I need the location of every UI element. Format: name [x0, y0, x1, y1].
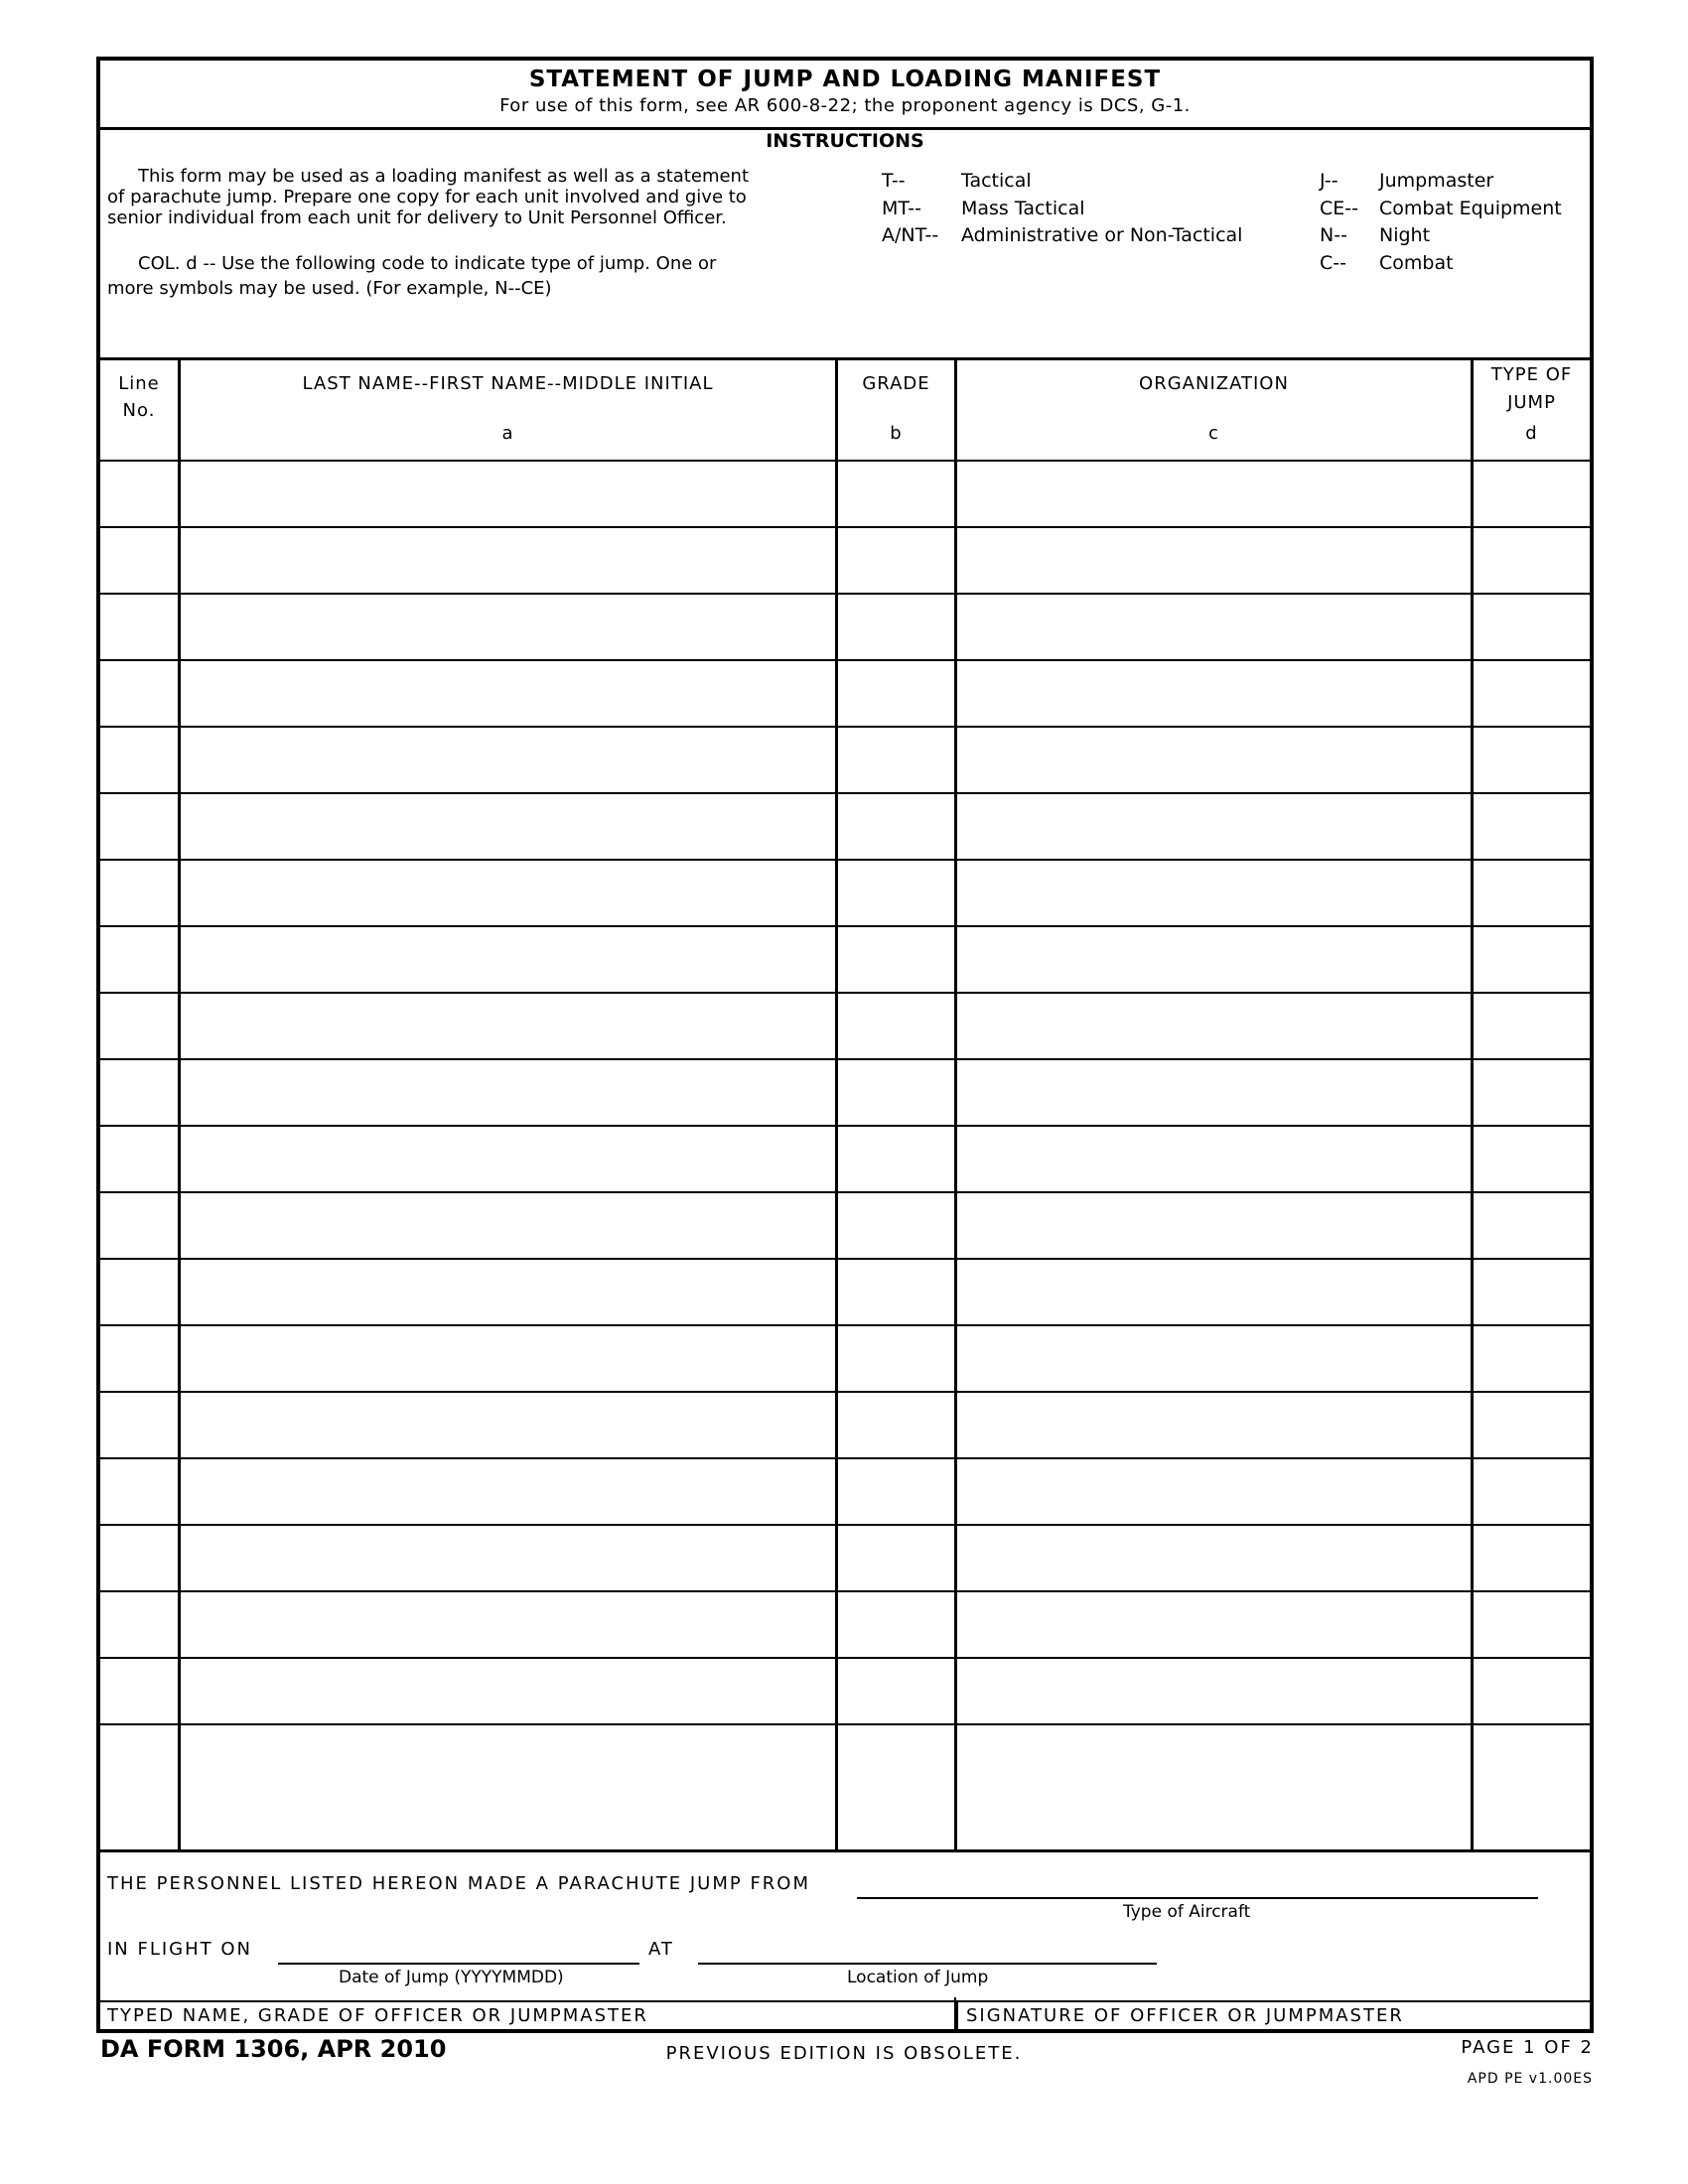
instructions-paragraph-2	[107, 251, 716, 301]
page-number: PAGE 1 OF 2	[1461, 2037, 1594, 2058]
grade-cell[interactable]	[838, 861, 954, 925]
grade-cell[interactable]	[838, 927, 954, 992]
organization-cell[interactable]	[957, 1659, 1471, 1723]
line-number-cell[interactable]	[100, 1260, 178, 1324]
header-text: Line	[118, 373, 160, 394]
code-meaning: Night	[1379, 224, 1431, 246]
header-letter: b	[890, 423, 903, 444]
organization-cell[interactable]	[957, 728, 1471, 792]
table-row	[100, 1191, 1590, 1258]
name-cell[interactable]	[181, 528, 835, 593]
table-row	[100, 1391, 1590, 1457]
line-number-cell[interactable]	[100, 1060, 178, 1125]
line-number-cell[interactable]	[100, 595, 178, 659]
grade-cell[interactable]	[838, 1260, 954, 1324]
table-row	[100, 1590, 1590, 1657]
organization-cell[interactable]	[957, 595, 1471, 659]
grade-cell[interactable]	[838, 994, 954, 1058]
table-row	[100, 1657, 1590, 1723]
table-row	[100, 1324, 1590, 1391]
type-of-jump-cell[interactable]	[1474, 728, 1590, 792]
location-caption: Location of Jump	[847, 1968, 989, 1987]
line-number-cell[interactable]	[100, 1459, 178, 1524]
form-frame	[96, 57, 1594, 2033]
table-row	[100, 659, 1590, 726]
line-number-cell[interactable]	[100, 794, 178, 859]
form-subtitle: For use of this form, see AR 600-8-22; the proponent agency is DCS, G-1.	[499, 95, 1191, 116]
header-text: ORGANIZATION	[1139, 373, 1289, 394]
line-number-cell[interactable]	[100, 1393, 178, 1457]
organization-cell[interactable]	[957, 794, 1471, 859]
name-cell[interactable]	[181, 595, 835, 659]
organization-cell[interactable]	[957, 1526, 1471, 1590]
code-label: T--	[882, 170, 906, 192]
grade-cell[interactable]	[838, 528, 954, 593]
signature-column-divider	[956, 2001, 958, 2031]
organization-cell[interactable]	[957, 661, 1471, 726]
table-row	[100, 859, 1590, 925]
header-text: LAST NAME--FIRST NAME--MIDDLE INITIAL	[302, 373, 714, 394]
jump-date-field[interactable]	[278, 1963, 639, 1965]
line-number-cell[interactable]	[100, 1592, 178, 1657]
table-row	[100, 792, 1590, 859]
organization-cell[interactable]	[957, 994, 1471, 1058]
jump-from-label: THE PERSONNEL LISTED HEREON MADE A PARACHUTE JUMP FROM	[107, 1873, 811, 1894]
name-cell[interactable]	[181, 861, 835, 925]
line-number-cell[interactable]	[100, 861, 178, 925]
name-cell[interactable]	[181, 1260, 835, 1324]
line-number-cell[interactable]	[100, 927, 178, 992]
type-of-jump-cell[interactable]	[1474, 595, 1590, 659]
code-label: C--	[1320, 251, 1346, 274]
header-letter: a	[501, 423, 514, 444]
table-row	[100, 1125, 1590, 1191]
organization-cell[interactable]	[957, 1393, 1471, 1457]
organization-cell[interactable]	[957, 1060, 1471, 1125]
instructions-heading: INSTRUCTIONS	[766, 130, 924, 152]
table-row	[100, 925, 1590, 992]
date-caption: Date of Jump (YYYYMMDD)	[339, 1968, 564, 1987]
grade-cell[interactable]	[838, 728, 954, 792]
name-cell[interactable]	[181, 1659, 835, 1723]
line-number-cell[interactable]	[100, 661, 178, 726]
code-label: N--	[1320, 224, 1347, 246]
code-meaning: Jumpmaster	[1379, 170, 1494, 192]
instructions-paragraph-1	[107, 166, 749, 228]
code-meaning: Mass Tactical	[961, 197, 1085, 219]
grade-cell[interactable]	[838, 1060, 954, 1125]
name-cell[interactable]	[181, 1592, 835, 1657]
jump-location-field[interactable]	[698, 1963, 1157, 1965]
name-cell[interactable]	[181, 994, 835, 1058]
instructions-line: of parachute jump. Prepare one copy for each unit involved and give to	[107, 187, 747, 207]
name-cell[interactable]	[181, 462, 835, 526]
table-row	[100, 526, 1590, 593]
grade-cell[interactable]	[838, 1193, 954, 1258]
name-cell[interactable]	[181, 1725, 835, 1790]
jump-codes-left	[882, 168, 1279, 257]
line-number-cell[interactable]	[100, 1193, 178, 1258]
instructions-line: This form may be used as a loading manifest as well as a statement	[138, 166, 750, 187]
name-cell[interactable]	[181, 1393, 835, 1457]
table-row	[100, 593, 1590, 659]
type-of-jump-cell[interactable]	[1474, 1592, 1590, 1657]
jump-codes-right	[1320, 168, 1588, 282]
obsolete-notice: PREVIOUS EDITION IS OBSOLETE.	[665, 2043, 1023, 2064]
type-of-jump-cell[interactable]	[1474, 1260, 1590, 1324]
name-cell[interactable]	[181, 1526, 835, 1590]
grade-cell[interactable]	[838, 1393, 954, 1457]
code-label: A/NT--	[882, 224, 939, 246]
grade-cell[interactable]	[838, 1659, 954, 1723]
organization-cell[interactable]	[957, 1459, 1471, 1524]
type-of-jump-cell[interactable]	[1474, 1127, 1590, 1191]
header-text: TYPE OF	[1490, 364, 1573, 385]
column-header-type-of-jump	[1474, 360, 1590, 460]
code-meaning: Combat Equipment	[1379, 197, 1562, 219]
name-cell[interactable]	[181, 794, 835, 859]
column-header-organization	[957, 360, 1471, 460]
organization-cell[interactable]	[957, 462, 1471, 526]
instructions-line: more symbols may be used. (For example, N--CE)	[107, 278, 552, 299]
header-text: JUMP	[1507, 392, 1556, 413]
table-row	[100, 1524, 1590, 1590]
grade-cell[interactable]	[838, 1459, 954, 1524]
table-row	[100, 1258, 1590, 1324]
line-number-cell[interactable]	[100, 1326, 178, 1391]
typed-name-label: TYPED NAME, GRADE OF OFFICER OR JUMPMASTER	[107, 2005, 648, 2026]
name-cell[interactable]	[181, 1193, 835, 1258]
line-number-cell[interactable]	[100, 1127, 178, 1191]
table-row	[100, 1723, 1590, 1790]
line-number-cell[interactable]	[100, 994, 178, 1058]
type-of-jump-cell[interactable]	[1474, 1526, 1590, 1590]
name-cell[interactable]	[181, 927, 835, 992]
organization-cell[interactable]	[957, 861, 1471, 925]
table-row	[100, 1058, 1590, 1125]
type-of-jump-cell[interactable]	[1474, 861, 1590, 925]
instructions-line: COL. d -- Use the following code to indicate type of jump. One or	[138, 253, 717, 274]
name-cell[interactable]	[181, 1127, 835, 1191]
type-of-jump-cell[interactable]	[1474, 1393, 1590, 1457]
table-bottom-divider	[100, 1849, 1590, 1852]
table-row	[100, 726, 1590, 792]
type-of-jump-cell[interactable]	[1474, 994, 1590, 1058]
grade-cell[interactable]	[838, 1326, 954, 1391]
line-number-cell[interactable]	[100, 1526, 178, 1590]
signature-column-divider-lower	[954, 1997, 956, 2029]
column-header-grade	[838, 360, 954, 460]
header-letter: c	[1208, 423, 1219, 444]
code-label: J--	[1320, 170, 1338, 192]
at-label: AT	[648, 1939, 674, 1960]
header-text: GRADE	[862, 373, 930, 394]
table-row	[100, 1457, 1590, 1524]
grade-cell[interactable]	[838, 1725, 954, 1790]
name-cell[interactable]	[181, 1060, 835, 1125]
name-cell[interactable]	[181, 728, 835, 792]
organization-cell[interactable]	[957, 927, 1471, 992]
line-number-cell[interactable]	[100, 728, 178, 792]
aircraft-caption: Type of Aircraft	[1123, 1902, 1251, 1922]
grade-cell[interactable]	[838, 595, 954, 659]
organization-cell[interactable]	[957, 1326, 1471, 1391]
type-of-jump-cell[interactable]	[1474, 528, 1590, 593]
code-label: CE--	[1320, 197, 1358, 219]
grade-cell[interactable]	[838, 794, 954, 859]
column-header-line-no	[100, 360, 178, 460]
line-number-cell[interactable]	[100, 528, 178, 593]
form-version: APD PE v1.00ES	[1467, 2071, 1593, 2087]
name-cell[interactable]	[181, 1326, 835, 1391]
type-of-jump-cell[interactable]	[1474, 1659, 1590, 1723]
organization-cell[interactable]	[957, 1193, 1471, 1258]
grade-cell[interactable]	[838, 661, 954, 726]
form-number: DA FORM 1306, APR 2010	[100, 2035, 447, 2063]
organization-cell[interactable]	[957, 1592, 1471, 1657]
in-flight-on-label: IN FLIGHT ON	[107, 1939, 253, 1960]
type-of-jump-cell[interactable]	[1474, 1459, 1590, 1524]
code-meaning: Combat	[1379, 251, 1454, 274]
column-header-name	[181, 360, 835, 460]
type-of-jump-cell[interactable]	[1474, 1193, 1590, 1258]
type-of-jump-cell[interactable]	[1474, 927, 1590, 992]
name-cell[interactable]	[181, 1459, 835, 1524]
form-title: STATEMENT OF JUMP AND LOADING MANIFEST	[528, 67, 1162, 92]
line-number-cell[interactable]	[100, 1659, 178, 1723]
type-of-jump-cell[interactable]	[1474, 1725, 1590, 1790]
line-number-cell[interactable]	[100, 1725, 178, 1790]
code-meaning: Tactical	[961, 170, 1032, 192]
type-of-jump-cell[interactable]	[1474, 794, 1590, 859]
grade-cell[interactable]	[838, 1127, 954, 1191]
header-text: No.	[122, 400, 156, 421]
grade-cell[interactable]	[838, 1592, 954, 1657]
instructions-line: senior individual from each unit for delivery to Unit Personnel Officer.	[107, 207, 727, 228]
code-meaning: Administrative or Non-Tactical	[961, 224, 1243, 246]
table-row	[100, 992, 1590, 1058]
line-number-cell[interactable]	[100, 462, 178, 526]
type-of-jump-cell[interactable]	[1474, 462, 1590, 526]
header-letter: d	[1525, 423, 1538, 444]
signature-label: SIGNATURE OF OFFICER OR JUMPMASTER	[966, 2005, 1404, 2026]
table-header	[100, 360, 1590, 460]
type-of-jump-cell[interactable]	[1474, 1326, 1590, 1391]
organization-cell[interactable]	[957, 1725, 1471, 1790]
signature-divider	[100, 2000, 1590, 2002]
type-of-jump-cell[interactable]	[1474, 661, 1590, 726]
organization-cell[interactable]	[957, 1260, 1471, 1324]
name-cell[interactable]	[181, 661, 835, 726]
grade-cell[interactable]	[838, 1526, 954, 1590]
aircraft-type-field[interactable]	[857, 1897, 1538, 1899]
code-label: MT--	[882, 197, 921, 219]
table-row	[100, 460, 1590, 526]
organization-cell[interactable]	[957, 1127, 1471, 1191]
organization-cell[interactable]	[957, 528, 1471, 593]
grade-cell[interactable]	[838, 462, 954, 526]
type-of-jump-cell[interactable]	[1474, 1060, 1590, 1125]
